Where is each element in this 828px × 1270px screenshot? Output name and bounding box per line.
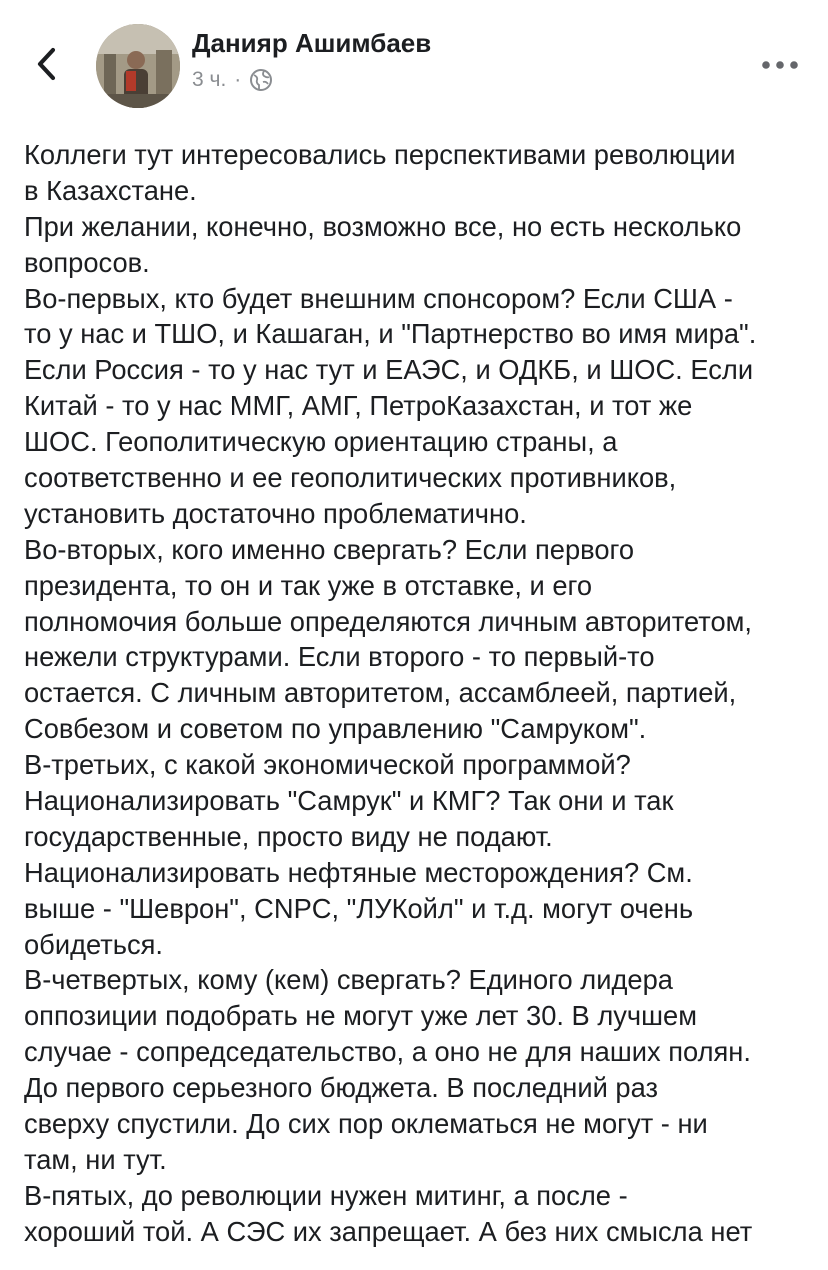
post-meta xyxy=(192,68,273,92)
post-text-line: случае - сопредседательство, а оно не для наших полян. xyxy=(24,1036,751,1068)
post-text-line: то у нас и ТШО, и Кашаган, и "Партнерство во имя мира". xyxy=(24,318,757,350)
post-text-line: До первого серьезного бюджета. В последний раз xyxy=(24,1072,658,1104)
post-text-line: сверху спустили. До сих пор оклематься не могут - ни xyxy=(24,1108,708,1140)
globe-icon[interactable] xyxy=(249,68,273,92)
post-text-line: полномочия больше определяются личным авторитетом, xyxy=(24,605,753,637)
post-timestamp[interactable]: 3 ч. xyxy=(192,68,227,91)
post-text-line: В-пятых, до революции нужен митинг, а после - xyxy=(24,1179,628,1211)
post-text-line: нежели структурами. Если второго - то первый-то xyxy=(24,641,655,673)
post-text-line: Во-первых, кто будет внешним спонсором? Если США - xyxy=(24,282,733,314)
post-text-line: в Казахстане. xyxy=(24,174,197,206)
post-text xyxy=(24,137,814,1250)
avatar-photo xyxy=(96,24,180,108)
post-header xyxy=(0,0,828,120)
post-text-line: В-четвертых, кому (кем) свергать? Единого лидера xyxy=(24,964,673,996)
post-text-line: установить достаточно проблематично. xyxy=(24,497,527,529)
post-text-line: государственные, просто виду не подают. xyxy=(24,820,553,852)
post-text-line: соответственно и ее геополитических противников, xyxy=(24,462,677,494)
post-text-line: Национализировать нефтяные месторождения? См. xyxy=(24,856,693,888)
meta-separator: · xyxy=(234,68,242,91)
post-text-line: оппозиции подобрать не могут уже лет 30. В лучшем xyxy=(24,1000,697,1032)
post-text-line: вопросов. xyxy=(24,246,150,278)
post-text-line: В-третьих, с какой экономической программой? xyxy=(24,749,631,781)
chevron-left-icon xyxy=(35,47,57,81)
author-name[interactable]: Данияр Ашимбаев xyxy=(192,28,432,58)
post-text-line: При желании, конечно, возможно все, но есть несколько xyxy=(24,210,742,242)
post-text-line: остается. С личным авторитетом, ассамблеей, партией, xyxy=(24,677,737,709)
avatar[interactable] xyxy=(96,24,180,108)
post-text-line: хороший той. А СЭС их запрещает. А без них смысла нет xyxy=(24,1215,753,1247)
post-text-line: Коллеги тут интересовались перспективами революции xyxy=(24,139,736,170)
post-text-line: там, ни тут. xyxy=(24,1143,167,1175)
post-text-line: Национализировать "Самрук" и КМГ? Так они и так xyxy=(24,785,674,817)
post-text-line: обидеться. xyxy=(24,928,164,960)
back-button[interactable] xyxy=(28,42,64,86)
more-options-button[interactable] xyxy=(752,50,808,80)
post-text-line: ШОС. Геополитическую ориентацию страны, а xyxy=(24,426,618,458)
post-text-line: выше - "Шеврон", CNPC, "ЛУКойл" и т.д. могут очень xyxy=(24,892,694,924)
post-text-line: президента, то он и так уже в отставке, и его xyxy=(24,569,593,601)
post-text-line: Если Россия - то у нас тут и ЕАЭС, и ОДКБ, и ШОС. Если xyxy=(24,354,754,386)
post-text-line: Во-вторых, кого именно свергать? Если первого xyxy=(24,533,635,565)
post-text-line: Совбезом и советом по управлению "Самруком". xyxy=(24,713,647,745)
more-horizontal-icon xyxy=(760,60,800,70)
post-text-line: Китай - то у нас ММГ, АМГ, ПетроКазахстан, и тот же xyxy=(24,390,693,422)
